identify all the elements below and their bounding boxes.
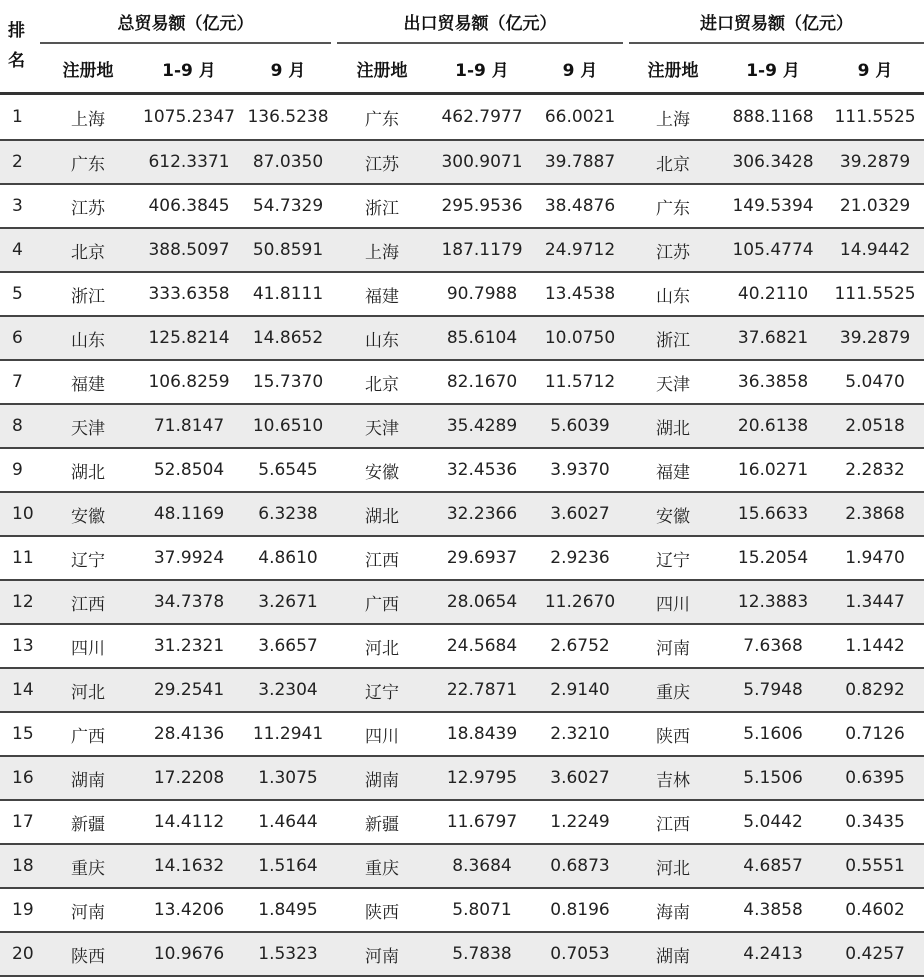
total-sep-cell: 4.8610 <box>242 536 334 580</box>
table-row <box>0 316 924 360</box>
table-header <box>0 0 924 94</box>
export-sep-cell: 5.6039 <box>534 404 626 448</box>
total-sep-cell: 3.2671 <box>242 580 334 624</box>
table-row <box>0 844 924 888</box>
import-region-cell: 江苏 <box>626 228 720 272</box>
table-row <box>0 360 924 404</box>
total-ytd-cell: 34.7378 <box>136 580 242 624</box>
export-ytd-cell: 187.1179 <box>430 228 534 272</box>
export-trade-header: 出口贸易额（亿元） <box>334 0 626 43</box>
rank-cell: 12 <box>0 580 40 624</box>
import-region-cell: 山东 <box>626 272 720 316</box>
import-region-cell: 安徽 <box>626 492 720 536</box>
import-ytd-cell: 20.6138 <box>720 404 826 448</box>
import-ytd-cell: 4.6857 <box>720 844 826 888</box>
export-sep-cell: 39.7887 <box>534 140 626 184</box>
export-region-cell: 辽宁 <box>334 668 430 712</box>
export-sep-cell: 10.0750 <box>534 316 626 360</box>
export-region-cell: 湖南 <box>334 756 430 800</box>
table-row <box>0 668 924 712</box>
import-region-cell: 湖南 <box>626 932 720 976</box>
import-sep-cell: 2.2832 <box>826 448 924 492</box>
table-row <box>0 800 924 844</box>
total-region-cell: 重庆 <box>40 844 136 888</box>
total-ytd-cell: 28.4136 <box>136 712 242 756</box>
export-ytd-cell: 295.9536 <box>430 184 534 228</box>
export-region-cell: 上海 <box>334 228 430 272</box>
total-sep-cell: 14.8652 <box>242 316 334 360</box>
import-sep-cell: 0.6395 <box>826 756 924 800</box>
total-region-cell: 湖北 <box>40 448 136 492</box>
table-body <box>0 94 924 977</box>
total-sep-cell: 54.7329 <box>242 184 334 228</box>
rank-header: 排名 <box>0 0 40 94</box>
import-region-cell: 河北 <box>626 844 720 888</box>
total-region-cell: 江西 <box>40 580 136 624</box>
table-row <box>0 492 924 536</box>
export-ytd-cell: 32.4536 <box>430 448 534 492</box>
table-row <box>0 404 924 448</box>
total-region-cell: 新疆 <box>40 800 136 844</box>
rank-cell: 3 <box>0 184 40 228</box>
total-ytd-cell: 31.2321 <box>136 624 242 668</box>
import-ytd-cell: 12.3883 <box>720 580 826 624</box>
table-row <box>0 536 924 580</box>
total-region-cell: 四川 <box>40 624 136 668</box>
import-ytd-cell: 7.6368 <box>720 624 826 668</box>
import-sep-cell: 0.5551 <box>826 844 924 888</box>
total-sep-header: 9 月 <box>242 43 334 94</box>
export-ytd-cell: 24.5684 <box>430 624 534 668</box>
export-ytd-cell: 22.7871 <box>430 668 534 712</box>
export-region-cell: 广西 <box>334 580 430 624</box>
total-ytd-cell: 71.8147 <box>136 404 242 448</box>
import-sep-cell: 39.2879 <box>826 140 924 184</box>
export-sep-cell: 11.5712 <box>534 360 626 404</box>
table-row <box>0 756 924 800</box>
total-ytd-cell: 37.9924 <box>136 536 242 580</box>
export-ytd-cell: 85.6104 <box>430 316 534 360</box>
export-region-cell: 重庆 <box>334 844 430 888</box>
total-region-cell: 北京 <box>40 228 136 272</box>
import-sep-cell: 0.7126 <box>826 712 924 756</box>
export-sep-cell: 13.4538 <box>534 272 626 316</box>
import-sep-cell: 39.2879 <box>826 316 924 360</box>
import-ytd-cell: 15.2054 <box>720 536 826 580</box>
rank-cell: 13 <box>0 624 40 668</box>
export-sep-cell: 2.9140 <box>534 668 626 712</box>
total-sep-cell: 41.8111 <box>242 272 334 316</box>
rank-cell: 6 <box>0 316 40 360</box>
import-ytd-cell: 16.0271 <box>720 448 826 492</box>
import-sep-cell: 111.5525 <box>826 94 924 141</box>
total-sep-cell: 10.6510 <box>242 404 334 448</box>
import-ytd-cell: 4.3858 <box>720 888 826 932</box>
export-region-cell: 河北 <box>334 624 430 668</box>
total-ytd-cell: 106.8259 <box>136 360 242 404</box>
rank-cell: 16 <box>0 756 40 800</box>
total-sep-cell: 1.4644 <box>242 800 334 844</box>
export-ytd-cell: 462.7977 <box>430 94 534 141</box>
table-row <box>0 932 924 976</box>
rank-cell: 15 <box>0 712 40 756</box>
export-ytd-cell: 5.8071 <box>430 888 534 932</box>
table-row <box>0 272 924 316</box>
import-sep-cell: 14.9442 <box>826 228 924 272</box>
total-sep-cell: 15.7370 <box>242 360 334 404</box>
import-ytd-cell: 5.7948 <box>720 668 826 712</box>
export-sep-cell: 3.6027 <box>534 756 626 800</box>
export-ytd-cell: 18.8439 <box>430 712 534 756</box>
total-sep-cell: 3.2304 <box>242 668 334 712</box>
total-region-cell: 湖南 <box>40 756 136 800</box>
export-region-cell: 山东 <box>334 316 430 360</box>
import-sep-cell: 0.8292 <box>826 668 924 712</box>
import-region-cell: 辽宁 <box>626 536 720 580</box>
total-sep-cell: 50.8591 <box>242 228 334 272</box>
import-ytd-cell: 105.4774 <box>720 228 826 272</box>
total-ytd-cell: 14.4112 <box>136 800 242 844</box>
total-region-cell: 辽宁 <box>40 536 136 580</box>
import-sep-cell: 1.3447 <box>826 580 924 624</box>
table-row <box>0 184 924 228</box>
export-region-cell: 北京 <box>334 360 430 404</box>
import-region-cell: 海南 <box>626 888 720 932</box>
rank-cell: 10 <box>0 492 40 536</box>
total-ytd-cell: 125.8214 <box>136 316 242 360</box>
import-sep-cell: 2.0518 <box>826 404 924 448</box>
total-ytd-cell: 612.3371 <box>136 140 242 184</box>
rank-cell: 17 <box>0 800 40 844</box>
total-region-cell: 山东 <box>40 316 136 360</box>
import-ytd-cell: 5.1606 <box>720 712 826 756</box>
import-sep-cell: 2.3868 <box>826 492 924 536</box>
table-row <box>0 448 924 492</box>
total-ytd-header: 1-9 月 <box>136 43 242 94</box>
import-region-cell: 重庆 <box>626 668 720 712</box>
export-ytd-cell: 5.7838 <box>430 932 534 976</box>
import-region-cell: 江西 <box>626 800 720 844</box>
rank-cell: 11 <box>0 536 40 580</box>
total-sep-cell: 87.0350 <box>242 140 334 184</box>
import-sep-cell: 1.1442 <box>826 624 924 668</box>
export-ytd-cell: 32.2366 <box>430 492 534 536</box>
total-region-cell: 河南 <box>40 888 136 932</box>
total-region-cell: 广西 <box>40 712 136 756</box>
export-sep-cell: 3.9370 <box>534 448 626 492</box>
export-region-cell: 四川 <box>334 712 430 756</box>
export-ytd-cell: 90.7988 <box>430 272 534 316</box>
import-region-cell: 河南 <box>626 624 720 668</box>
import-ytd-cell: 36.3858 <box>720 360 826 404</box>
export-region-cell: 湖北 <box>334 492 430 536</box>
rank-cell: 1 <box>0 94 40 141</box>
table-row <box>0 580 924 624</box>
import-sep-cell: 0.3435 <box>826 800 924 844</box>
export-ytd-cell: 11.6797 <box>430 800 534 844</box>
export-ytd-cell: 12.9795 <box>430 756 534 800</box>
total-ytd-cell: 10.9676 <box>136 932 242 976</box>
export-ytd-cell: 300.9071 <box>430 140 534 184</box>
total-ytd-cell: 388.5097 <box>136 228 242 272</box>
export-sep-cell: 3.6027 <box>534 492 626 536</box>
table-row <box>0 94 924 141</box>
import-sep-cell: 0.4602 <box>826 888 924 932</box>
total-ytd-cell: 48.1169 <box>136 492 242 536</box>
export-region-cell: 福建 <box>334 272 430 316</box>
total-sep-cell: 1.3075 <box>242 756 334 800</box>
rank-cell: 18 <box>0 844 40 888</box>
import-region-cell: 天津 <box>626 360 720 404</box>
import-ytd-header: 1-9 月 <box>720 43 826 94</box>
rank-cell: 4 <box>0 228 40 272</box>
export-region-cell: 河南 <box>334 932 430 976</box>
import-region-cell: 四川 <box>626 580 720 624</box>
total-ytd-cell: 13.4206 <box>136 888 242 932</box>
table-row <box>0 140 924 184</box>
import-region-cell: 陕西 <box>626 712 720 756</box>
export-sep-cell: 38.4876 <box>534 184 626 228</box>
import-ytd-cell: 4.2413 <box>720 932 826 976</box>
total-region-cell: 安徽 <box>40 492 136 536</box>
import-region-cell: 福建 <box>626 448 720 492</box>
export-region-cell: 陕西 <box>334 888 430 932</box>
total-trade-header: 总贸易额（亿元） <box>40 0 334 43</box>
export-region-cell: 广东 <box>334 94 430 141</box>
export-ytd-cell: 28.0654 <box>430 580 534 624</box>
table-row <box>0 888 924 932</box>
export-ytd-cell: 8.3684 <box>430 844 534 888</box>
total-sep-cell: 1.5164 <box>242 844 334 888</box>
total-ytd-cell: 406.3845 <box>136 184 242 228</box>
import-region-cell: 广东 <box>626 184 720 228</box>
import-region-cell: 北京 <box>626 140 720 184</box>
export-region-cell: 天津 <box>334 404 430 448</box>
import-region-cell: 上海 <box>626 94 720 141</box>
import-ytd-cell: 40.2110 <box>720 272 826 316</box>
import-sep-cell: 0.4257 <box>826 932 924 976</box>
import-region-cell: 吉林 <box>626 756 720 800</box>
total-region-header: 注册地 <box>40 43 136 94</box>
import-sep-cell: 111.5525 <box>826 272 924 316</box>
total-ytd-cell: 29.2541 <box>136 668 242 712</box>
total-region-cell: 广东 <box>40 140 136 184</box>
table-row <box>0 712 924 756</box>
total-region-cell: 江苏 <box>40 184 136 228</box>
export-sep-cell: 66.0021 <box>534 94 626 141</box>
export-ytd-header: 1-9 月 <box>430 43 534 94</box>
export-ytd-cell: 29.6937 <box>430 536 534 580</box>
total-region-cell: 河北 <box>40 668 136 712</box>
export-sep-cell: 2.6752 <box>534 624 626 668</box>
total-ytd-cell: 1075.2347 <box>136 94 242 141</box>
total-sep-cell: 5.6545 <box>242 448 334 492</box>
import-trade-header: 进口贸易额（亿元） <box>626 0 924 43</box>
total-sep-cell: 136.5238 <box>242 94 334 141</box>
export-ytd-cell: 82.1670 <box>430 360 534 404</box>
export-region-cell: 江西 <box>334 536 430 580</box>
export-region-header: 注册地 <box>334 43 430 94</box>
table-row <box>0 228 924 272</box>
rank-cell: 9 <box>0 448 40 492</box>
import-region-cell: 浙江 <box>626 316 720 360</box>
total-sep-cell: 1.5323 <box>242 932 334 976</box>
import-ytd-cell: 5.0442 <box>720 800 826 844</box>
total-region-cell: 浙江 <box>40 272 136 316</box>
rank-cell: 2 <box>0 140 40 184</box>
export-region-cell: 新疆 <box>334 800 430 844</box>
import-ytd-cell: 37.6821 <box>720 316 826 360</box>
import-sep-header: 9 月 <box>826 43 924 94</box>
export-sep-cell: 0.6873 <box>534 844 626 888</box>
total-region-cell: 福建 <box>40 360 136 404</box>
export-sep-cell: 24.9712 <box>534 228 626 272</box>
total-ytd-cell: 333.6358 <box>136 272 242 316</box>
rank-cell: 14 <box>0 668 40 712</box>
import-ytd-cell: 149.5394 <box>720 184 826 228</box>
export-sep-header: 9 月 <box>534 43 626 94</box>
rank-cell: 20 <box>0 932 40 976</box>
import-ytd-cell: 15.6633 <box>720 492 826 536</box>
table-row <box>0 624 924 668</box>
rank-cell: 7 <box>0 360 40 404</box>
export-sep-cell: 2.9236 <box>534 536 626 580</box>
total-region-cell: 天津 <box>40 404 136 448</box>
export-sep-cell: 0.8196 <box>534 888 626 932</box>
total-sep-cell: 11.2941 <box>242 712 334 756</box>
import-region-header: 注册地 <box>626 43 720 94</box>
import-ytd-cell: 306.3428 <box>720 140 826 184</box>
import-sep-cell: 5.0470 <box>826 360 924 404</box>
rank-cell: 8 <box>0 404 40 448</box>
import-sep-cell: 1.9470 <box>826 536 924 580</box>
export-sep-cell: 1.2249 <box>534 800 626 844</box>
import-ytd-cell: 888.1168 <box>720 94 826 141</box>
export-sep-cell: 11.2670 <box>534 580 626 624</box>
export-sep-cell: 0.7053 <box>534 932 626 976</box>
total-region-cell: 上海 <box>40 94 136 141</box>
import-region-cell: 湖北 <box>626 404 720 448</box>
total-sep-cell: 3.6657 <box>242 624 334 668</box>
export-region-cell: 江苏 <box>334 140 430 184</box>
total-ytd-cell: 52.8504 <box>136 448 242 492</box>
total-ytd-cell: 17.2208 <box>136 756 242 800</box>
import-sep-cell: 21.0329 <box>826 184 924 228</box>
rank-cell: 5 <box>0 272 40 316</box>
export-ytd-cell: 35.4289 <box>430 404 534 448</box>
total-sep-cell: 1.8495 <box>242 888 334 932</box>
total-sep-cell: 6.3238 <box>242 492 334 536</box>
total-ytd-cell: 14.1632 <box>136 844 242 888</box>
export-region-cell: 安徽 <box>334 448 430 492</box>
export-sep-cell: 2.3210 <box>534 712 626 756</box>
export-region-cell: 浙江 <box>334 184 430 228</box>
total-region-cell: 陕西 <box>40 932 136 976</box>
rank-cell: 19 <box>0 888 40 932</box>
import-ytd-cell: 5.1506 <box>720 756 826 800</box>
